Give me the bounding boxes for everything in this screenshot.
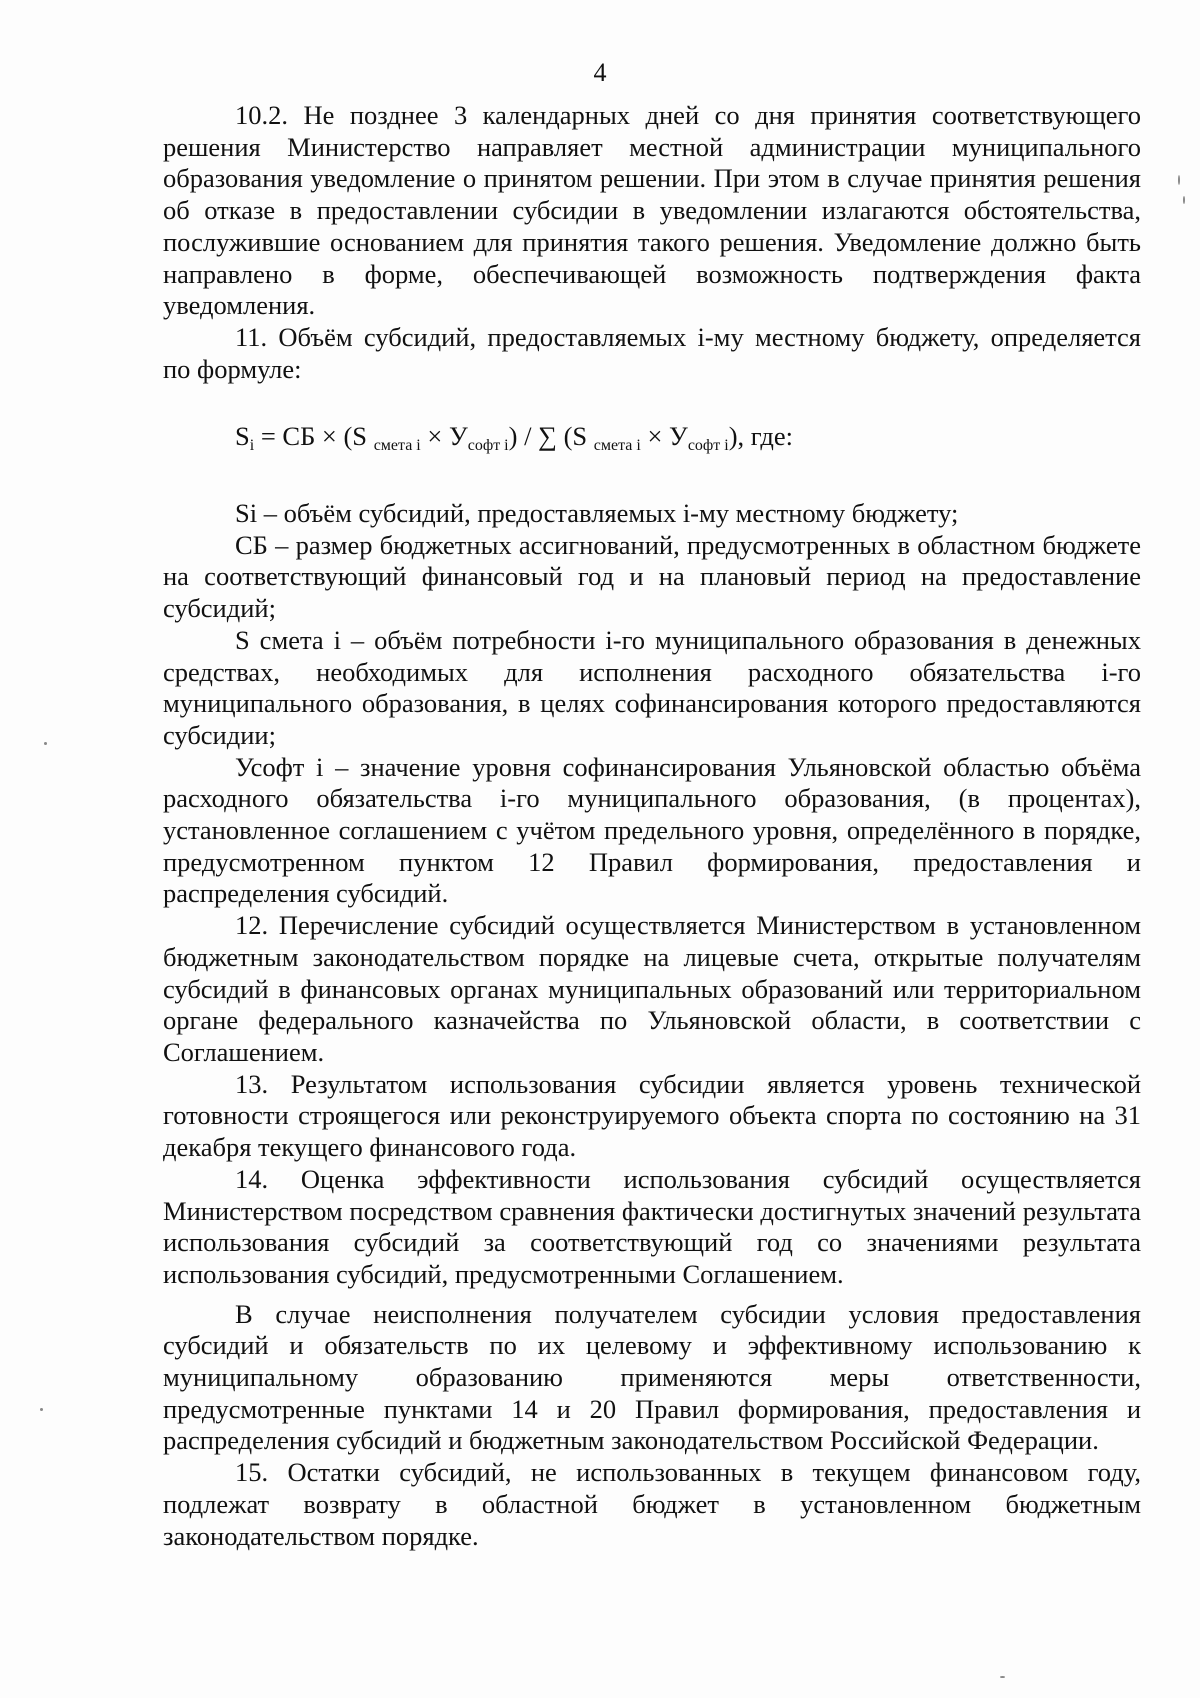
scan-speck xyxy=(1183,196,1185,204)
paragraph-12: 12. Перечисление субсидий осуществляется Министерством в установленном бюджетным законодательством порядке на лицевые счета, открытые получателям субсидий в финансовых органах муниципальных образований или территориальном органе федерального казначейства по Ульяновской области, в соответствии с Соглашением. xyxy=(163,910,1141,1067)
formula-smeta-sub-1: смета i xyxy=(373,437,421,455)
document-body xyxy=(163,100,1141,1552)
formula-times-2: × У xyxy=(640,421,688,452)
page-number: 4 xyxy=(593,58,607,87)
definition-sb: СБ – размер бюджетных ассигнований, предусмотренных в областном бюджете на соответствующий финансовый год и на плановый период на предоставление субсидий; xyxy=(163,529,1141,624)
scan-speck xyxy=(1000,1676,1005,1678)
paragraph-14-liability: В случае неисполнения получателем субсидии условия предоставления субсидий и обязательств по их целевому и эффективному использованию к муниципальному образованию применяются меры ответственности, предусмотренные пунктами 14 и 20 Правил формирования, предоставления и распределения субсидий и бюджетным законодательством Российской Федерации. xyxy=(163,1298,1141,1456)
formula-eq: = СБ × (S xyxy=(254,421,374,452)
paragraph-15: 15. Остатки субсидий, не использованных в текущем финансовом году, подлежат возврату в областной бюджет в установленном бюджетным законодательством порядке. xyxy=(163,1457,1141,1551)
scan-speck xyxy=(1178,175,1180,185)
definition-si: Si – объём субсидий, предоставляемых i-му местному бюджету; xyxy=(235,498,959,529)
definition-smeta: S смета i – объём потребности i-го муниципального образования в денежных средствах, необходимых для исполнения расходного обязательства i-го муниципального образования, в целях софинансирования которого предоставляются субсидии; xyxy=(163,624,1141,750)
formula-usoft-sub-1: софт i xyxy=(467,437,509,455)
formula-times-1: × У xyxy=(420,421,468,452)
formula-lhs: S xyxy=(235,421,250,452)
paragraph-11: 11. Объём субсидий, предоставляемых i-му местному бюджету, определяется по формуле: xyxy=(163,321,1141,384)
subsidy-formula xyxy=(235,421,1141,462)
scan-speck xyxy=(40,1408,43,1411)
formula-tail: ), где: xyxy=(728,421,793,452)
formula-lhs-sub: i xyxy=(249,437,255,455)
formula-usoft-sub-2: софт i xyxy=(687,437,729,455)
definition-usoft: Усофт i – значение уровня софинансирования Ульяновской областью объёма расходного обязательства i-го муниципального образования, (в процентах), установленное соглашением с учётом предельного уровня, определённого в порядке, предусмотренном пунктом 12 Правил формирования, предоставления и распределения субсидий. xyxy=(163,751,1141,909)
formula-div: ) / ∑ (S xyxy=(508,421,594,452)
paragraph-14: 14. Оценка эффективности использования субсидий осуществляется Министерством посредством сравнения фактически достигнутых значений результата использования субсидий за соответствующий год со значениями результата использования субсидий, предусмотренными Соглашением. xyxy=(163,1163,1141,1289)
paragraph-10-2: 10.2. Не позднее 3 календарных дней со дня принятия соответствующего решения Министерство направляет местной администрации муниципального образования уведомление о принятом решении. При этом в случае принятия решения об отказе в предоставлении субсидии в уведомлении излагаются обстоятельства, послужившие основанием для принятия такого решения. Уведомление должно быть направлено в форме, обеспечивающей возможность подтверждения факта уведомления. xyxy=(163,100,1141,321)
scan-speck xyxy=(44,742,47,745)
formula-smeta-sub-2: смета i xyxy=(593,437,641,455)
paragraph-13: 13. Результатом использования субсидии является уровень технической готовности строящегося или реконструируемого объекта спорта по состоянию на 31 декабря текущего финансового года. xyxy=(163,1068,1141,1163)
